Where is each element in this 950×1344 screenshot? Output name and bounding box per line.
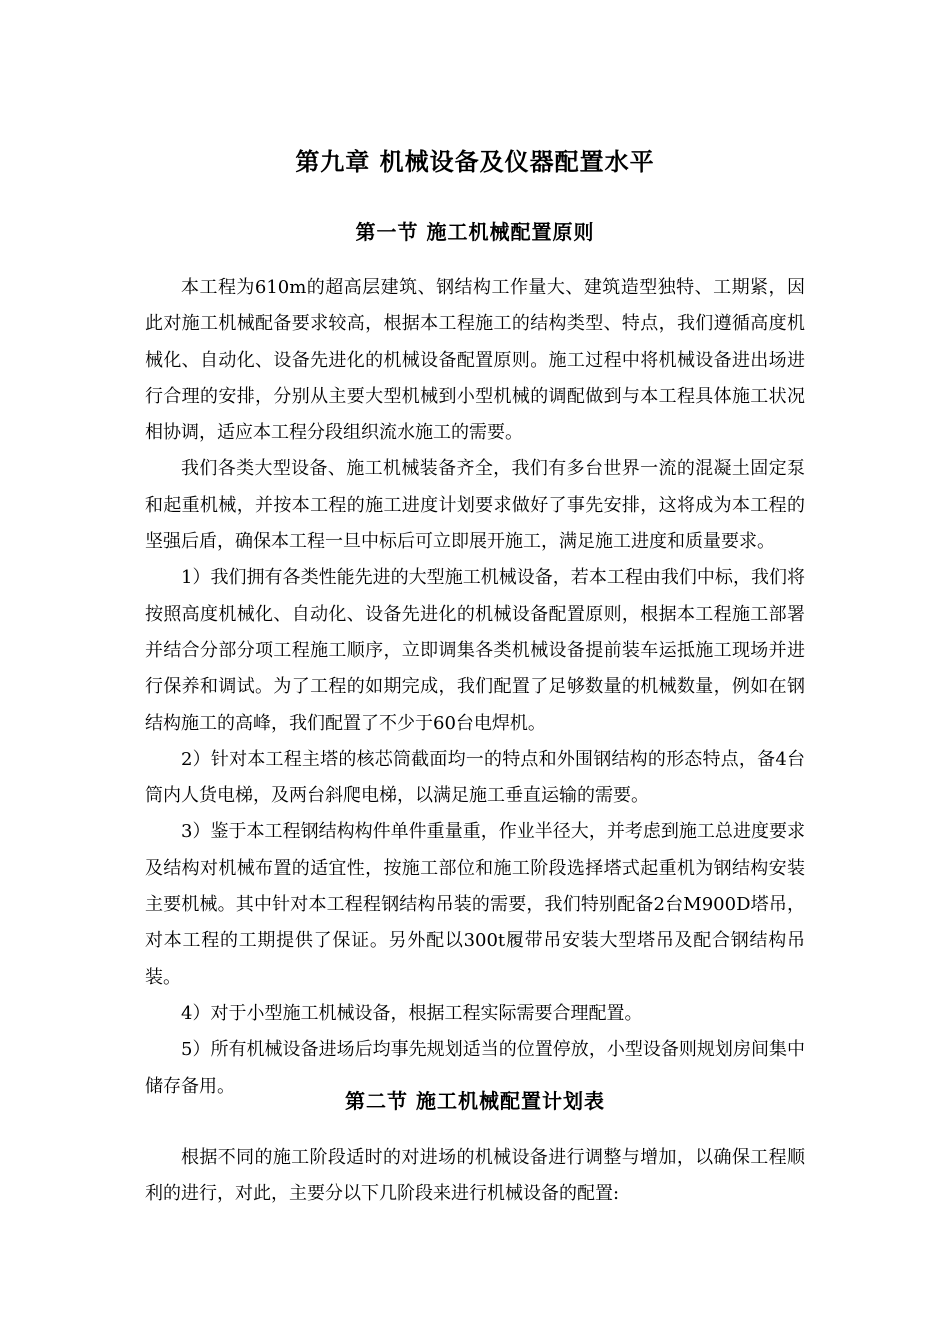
paragraph: 根据不同的施工阶段适时的对进场的机械设备进行调整与增加，以确保工程顺利的进行，对此，主要分以下几阶段来进行机械设备的配置: bbox=[145, 1147, 805, 1205]
section-title-1: 第一节 施工机械配置原则 bbox=[355, 220, 595, 244]
paragraph: 我们各类大型设备、施工机械装备齐全，我们有多台世界一流的混凝土固定泵和起重机械，并按本工程的施工进度计划要求做好了事先安排，这将成为本工程的坚强后盾，确保本工程一旦中标后可立即展开施工，满足施工进度和质量要求。 bbox=[145, 458, 805, 553]
paragraph: 2）针对本工程主塔的核芯筒截面均一的特点和外围钢结构的形态特点，备4台筒内人货电梯，及两台斜爬电梯，以满足施工垂直运输的需要。 bbox=[145, 748, 805, 807]
paragraph: 本工程为610m的超高层建筑、钢结构工作量大、建筑造型独特、工期紧，因此对施工机械配备要求较高，根据本工程施工的结构类型、特点，我们遵循高度机械化、自动化、设备先进化的机械设备配置原则。施工过程中将机械设备进出场进行合理的安排，分别从主要大型机械到小型机械的调配做到与本工程具体施工状况相协调，适应本工程分段组织流水施工的需要。 bbox=[145, 277, 805, 444]
paragraph: 1）我们拥有各类性能先进的大型施工机械设备，若本工程由我们中标，我们将按照高度机械化、自动化、设备先进化的机械设备配置原则，根据本工程施工部署并结合分部分项工程施工顺序，立即调集各类机械设备提前装车运抵施工现场并进行保养和调试。为了工程的如期完成，我们配置了足够数量的机械数量，例如在钢结构施工的高峰，我们配置了不少于60台电焊机。 bbox=[145, 567, 805, 734]
chapter-title: 第九章 机械设备及仪器配置水平 bbox=[295, 148, 655, 176]
paragraph: 4）对于小型施工机械设备，根据工程实际需要合理配置。 bbox=[181, 1002, 643, 1024]
paragraph: 3）鉴于本工程钢结构构件单件重量重，作业半径大，并考虑到施工总进度要求及结构对机械布置的适宜性，按施工部位和施工阶段选择塔式起重机为钢结构安装主要机械。其中针对本工程程钢结构吊装的需要，我们特别配备2台M900D塔吊，对本工程的工期提供了保证。另外配以300t履带吊安装大型塔吊及配合钢结构吊装。 bbox=[145, 821, 805, 988]
paragraph: 5）所有机械设备进场后均事先规划适当的位置停放，小型设备则规划房间集中储存备用。 bbox=[145, 1039, 805, 1097]
section-title-2: 第二节 施工机械配置计划表 bbox=[345, 1089, 605, 1113]
section-2-body bbox=[145, 1140, 805, 1213]
section-1-body bbox=[145, 270, 805, 1105]
